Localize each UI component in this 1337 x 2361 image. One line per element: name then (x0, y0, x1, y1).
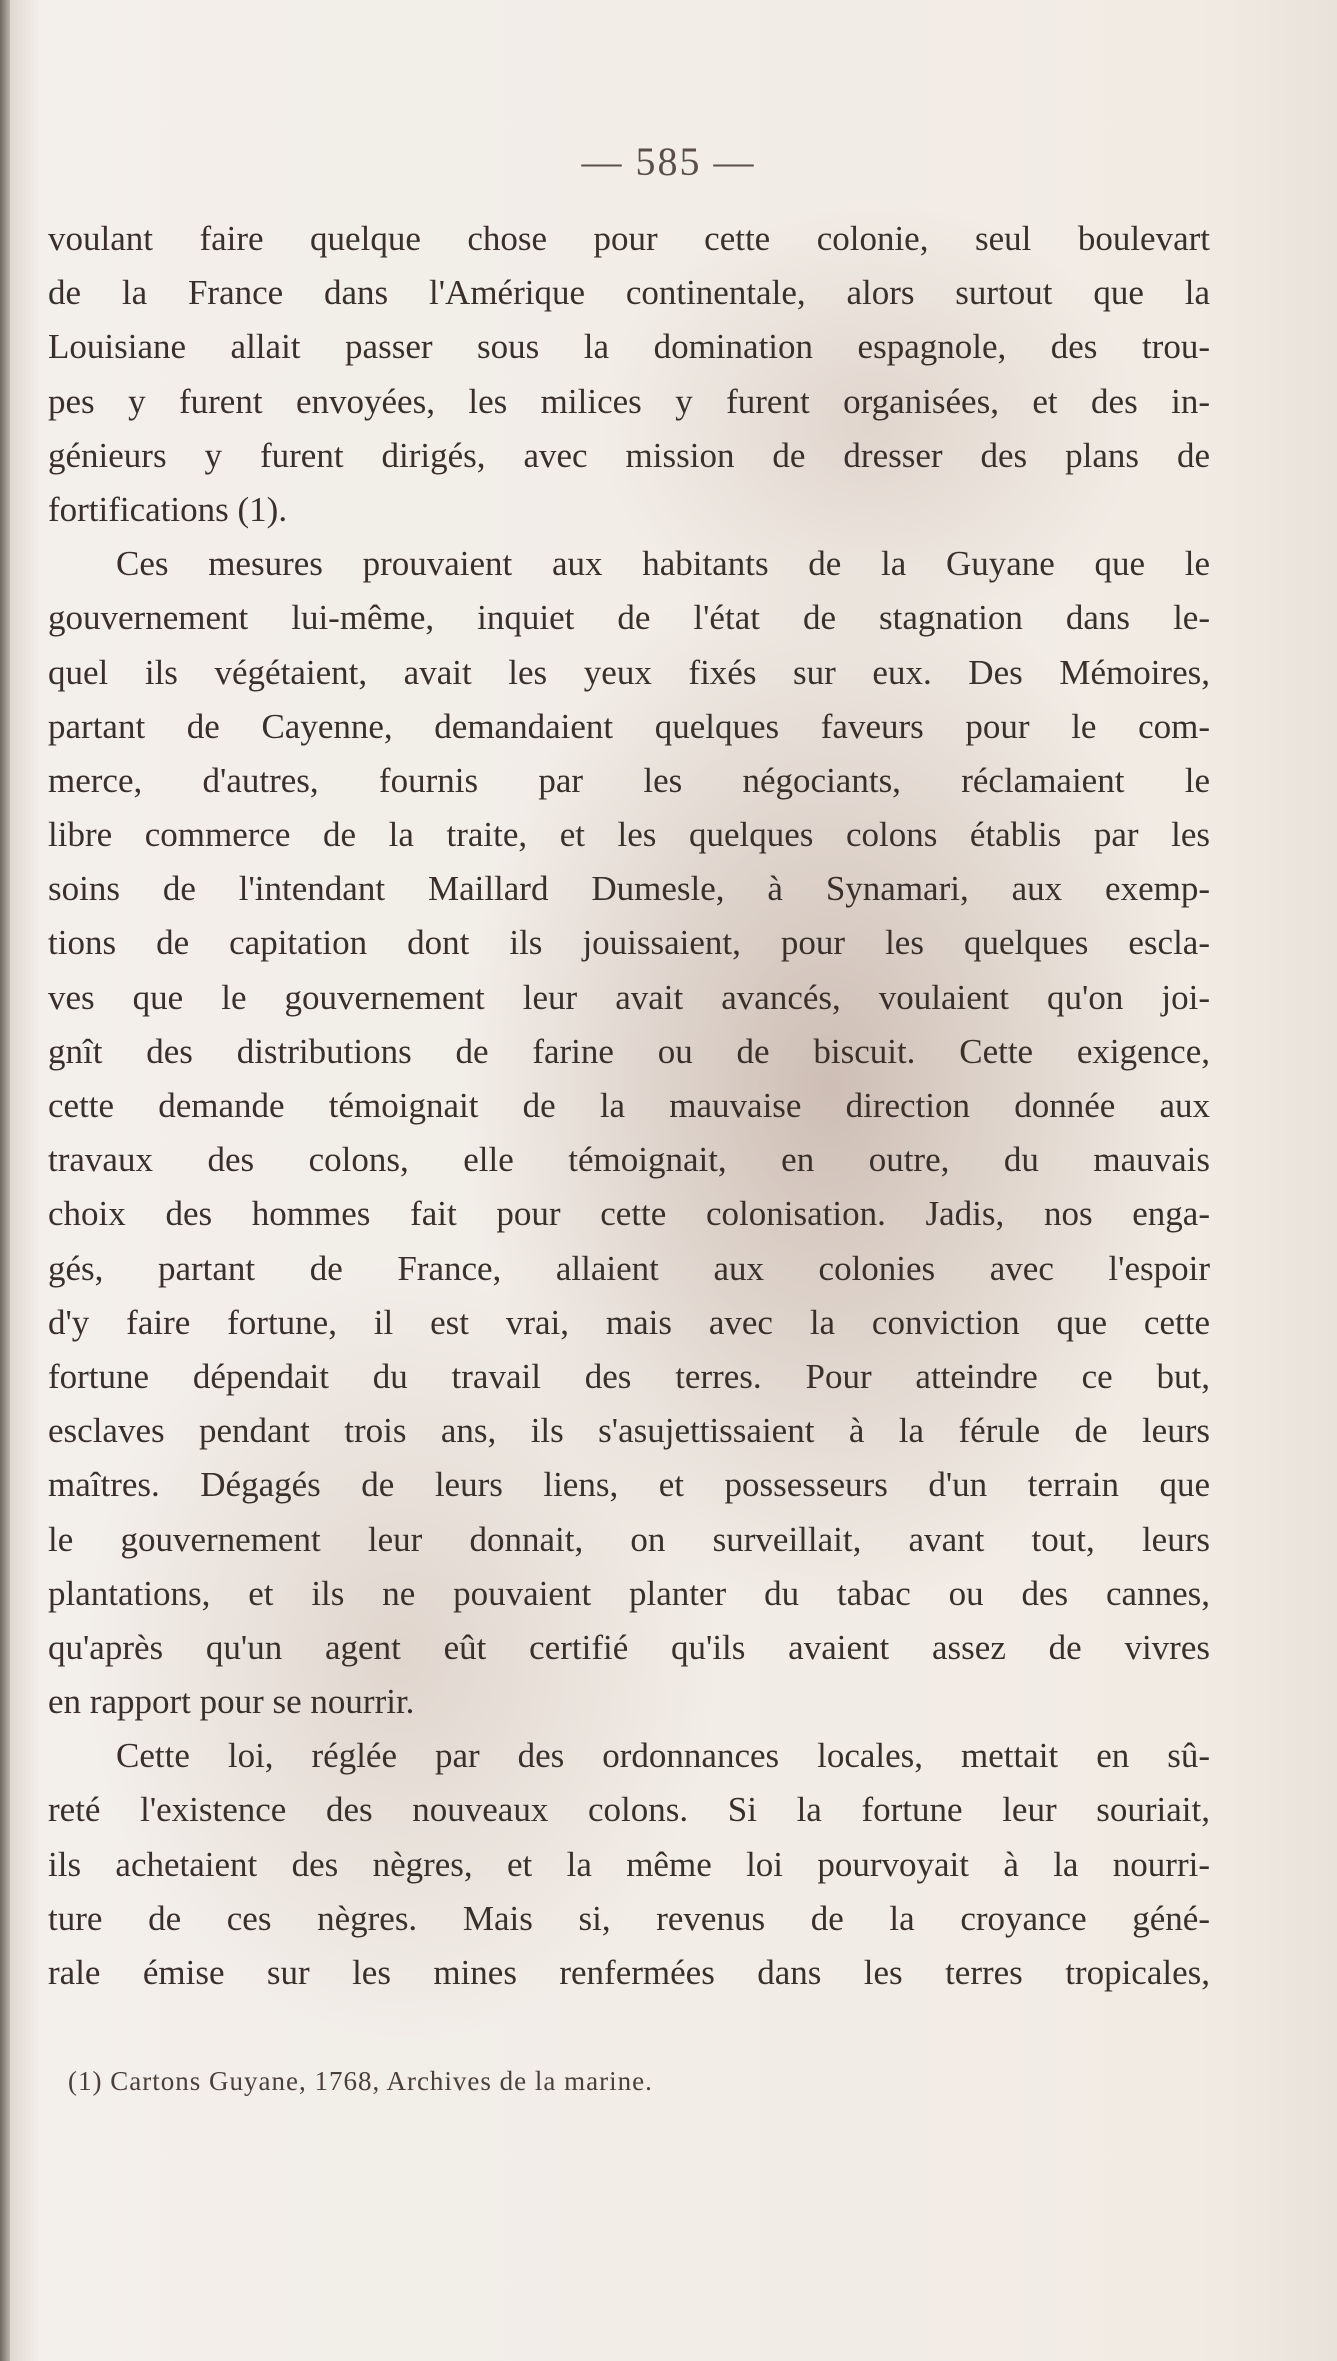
text-line: gnît des distributions de farine ou de biscuit. Cette exigence, (48, 1031, 1210, 1071)
text-line: merce, d'autres, fournis par les négociants, réclamaient le (48, 760, 1210, 800)
text-line: gouvernement lui-même, inquiet de l'état de stagnation dans le- (48, 598, 1210, 638)
text-line: soins de l'intendant Maillard Dumesle, à Synamari, aux exemp- (48, 869, 1210, 909)
text-line: gés, partant de France, allaient aux colonies avec l'espoir (48, 1248, 1210, 1288)
text-line: fortune dépendait du travail des terres. Pour atteindre ce but, (48, 1356, 1210, 1396)
text-line: ils achetaient des nègres, et la même loi pourvoyait à la nourri- (48, 1844, 1210, 1884)
footnote: (1) Cartons Guyane, 1768, Archives de la marine. (68, 2066, 653, 2096)
text-line: choix des hommes fait pour cette colonisation. Jadis, nos enga- (48, 1194, 1210, 1234)
text-line: génieurs y furent dirigés, avec mission de dresser des plans de (48, 435, 1210, 475)
text-line: travaux des colons, elle témoignait, en outre, du mauvais (48, 1140, 1210, 1180)
text-line: libre commerce de la traite, et les quelques colons établis par les (48, 815, 1210, 855)
text-line: quel ils végétaient, avait les yeux fixés sur eux. Des Mémoires, (48, 652, 1210, 692)
text-line: esclaves pendant trois ans, ils s'asujettissaient à la férule de leurs (48, 1411, 1210, 1451)
text-line: maîtres. Dégagés de leurs liens, et possesseurs d'un terrain que (48, 1465, 1210, 1505)
text-line: le gouvernement leur donnait, on surveillait, avant tout, leurs (48, 1519, 1210, 1559)
text-line: plantations, et ils ne pouvaient planter du tabac ou des cannes, (48, 1573, 1210, 1613)
text-line: de la France dans l'Amérique continentale, alors surtout que la (48, 273, 1210, 313)
text-line: pes y furent envoyées, les milices y furent organisées, et des in- (48, 381, 1210, 421)
text-line: partant de Cayenne, demandaient quelques faveurs pour le com- (48, 706, 1210, 746)
text-line: reté l'existence des nouveaux colons. Si la fortune leur souriait, (48, 1790, 1210, 1830)
book-spine-edge (0, 0, 10, 2361)
text-line: Louisiane allait passer sous la domination espagnole, des trou- (48, 327, 1210, 367)
body-text (48, 212, 1210, 2002)
page-number: — 585 — (581, 139, 756, 184)
text-line: ture de ces nègres. Mais si, revenus de la croyance géné- (48, 1898, 1210, 1938)
text-line: d'y faire fortune, il est vrai, mais avec la conviction que cette (48, 1302, 1210, 1342)
text-line: Cette loi, réglée par des ordonnances locales, mettait en sû- (116, 1736, 1210, 1776)
text-line: voulant faire quelque chose pour cette colonie, seul boulevart (48, 219, 1210, 258)
text-line: Ces mesures prouvaient aux habitants de la Guyane que le (116, 544, 1210, 584)
text-line: en rapport pour se nourrir. (48, 1682, 415, 1722)
text-line: tions de capitation dont ils jouissaient, pour les quelques escla- (48, 923, 1210, 963)
text-line: ves que le gouvernement leur avait avancés, voulaient qu'on joi- (48, 977, 1210, 1017)
text-line: cette demande témoignait de la mauvaise direction donnée aux (48, 1086, 1210, 1125)
text-line: fortifications (1). (48, 489, 288, 529)
text-line: qu'après qu'un agent eût certifié qu'ils avaient assez de vivres (48, 1627, 1210, 1667)
text-line: rale émise sur les mines renfermées dans les terres tropicales, (48, 1953, 1210, 1992)
